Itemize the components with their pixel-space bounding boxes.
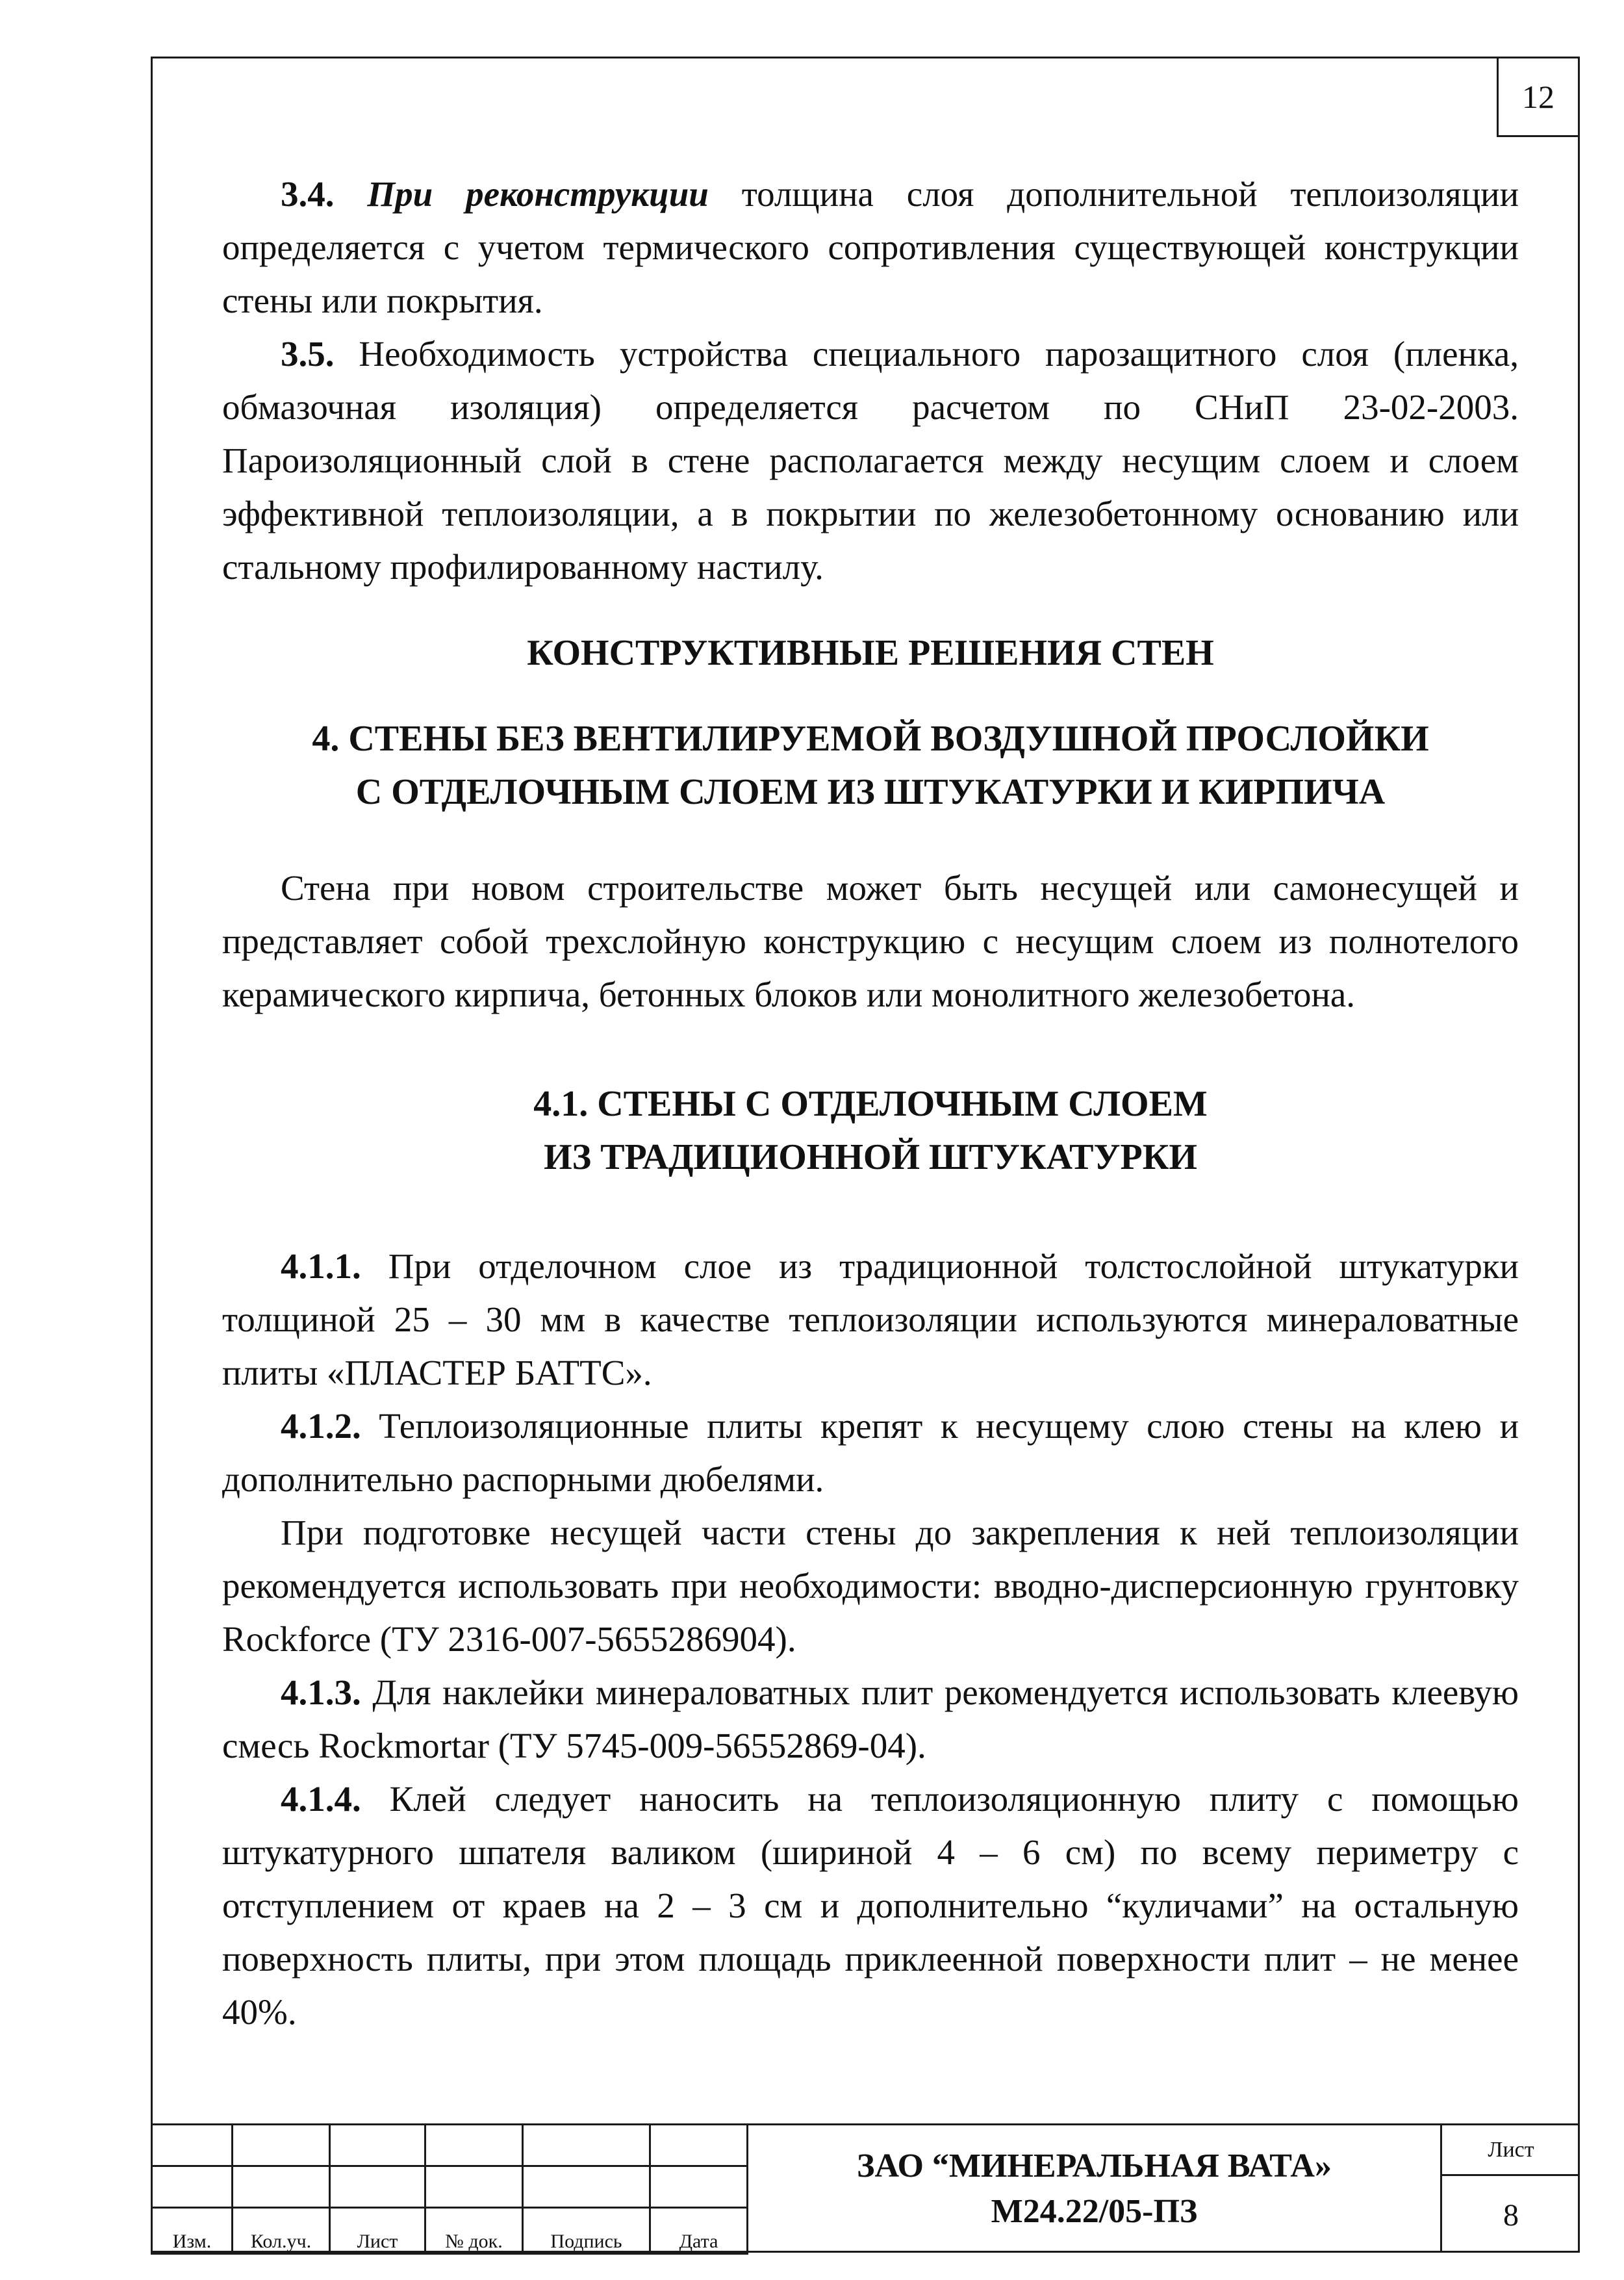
paragraph-4-1-3 (222, 1666, 1519, 1773)
column-label: Подпись (523, 2208, 650, 2254)
sheet-label: Лист (1442, 2125, 1580, 2176)
document-body (222, 168, 1519, 2039)
revision-table (151, 2123, 748, 2255)
paragraph-text: толщина слоя дополнительной теплоизоляции определяется с учетом термического сопротивления существующей конструкции стены или покрытия. (222, 174, 1519, 320)
clause-number: 4.1.1. (281, 1246, 361, 1286)
clause-number: 3.5. (281, 334, 335, 374)
title-block (151, 2123, 1580, 2253)
paragraph-4-1-4 (222, 1773, 1519, 2039)
paragraph-4-1-1 (222, 1240, 1519, 1400)
column-label: Кол.уч. (233, 2208, 330, 2254)
paragraph-3-4 (222, 168, 1519, 327)
clause-number: 3.4. (281, 174, 335, 214)
paragraph-text: Для наклейки минераловатных плит рекомендуется использовать клеевую смесь Rockmortar (ТУ 5745-009-56552869-04). (222, 1672, 1519, 1765)
document-code: М24.22/05-ПЗ (991, 2193, 1198, 2230)
clause-number: 4.1.4. (281, 1779, 361, 1819)
heading-section-4-1-line-1: 4.1. СТЕНЫ С ОТДЕЛОЧНЫМ СЛОЕМ (533, 1084, 1208, 1124)
heading-section-4-1-line-2: ИЗ ТРАДИЦИОННОЙ ШТУКАТУРКИ (544, 1137, 1197, 1177)
paragraph-text: Клей следует наносить на теплоизоляционную плиту с помощью штукатурного шпателя валиком (шириной 4 – 6 см) по всему периметру с отступлением от краев на 2 – 3 см и дополнительно “куличами” на остальную поверхность плиты, при этом площадь приклеенной поверхности плит – не менее 40%. (222, 1779, 1519, 2032)
column-label: Изм. (152, 2208, 233, 2254)
heading-section-4-line-1: 4. СТЕНЫ БЕЗ ВЕНТИЛИРУЕМОЙ ВОЗДУШНОЙ ПРОСЛОЙКИ (312, 719, 1429, 759)
sheet-number: 8 (1503, 2198, 1519, 2233)
sheet-cell (1440, 2123, 1580, 2253)
clause-number: 4.1.3. (281, 1672, 361, 1712)
column-label: № док. (425, 2208, 523, 2254)
paragraph-text: Необходимость устройства специального парозащитного слоя (пленка, обмазочная изоляция) определяется расчетом по СНиП 23-02-2003. Пароизоляционный слой в стене располагается между несущим слоем и слоем эффективной теплоизоляции, а в покрытии по железобетонному основанию или стальному профилированному настилу. (222, 334, 1519, 587)
heading-constructive-solutions: КОНСТРУКТИВНЫЕ РЕШЕНИЯ СТЕН (527, 633, 1214, 673)
paragraph-intro: Стена при новом строительстве может быть несущей или самонесущей и представляет собой трехслойную конструкцию с несущим слоем из полнотелого керамического кирпича, бетонных блоков или монолитного железобетона. (222, 868, 1519, 1014)
organization-block (746, 2123, 1440, 2253)
paragraph-3-5 (222, 327, 1519, 594)
emphasis-text: При реконструкции (367, 174, 709, 214)
page-number: 12 (1497, 57, 1580, 137)
clause-number: 4.1.2. (281, 1406, 361, 1446)
paragraph-4-1-2 (222, 1400, 1519, 1506)
paragraph-text: При отделочном слое из традиционной толстослойной штукатурки толщиной 25 – 30 мм в качестве теплоизоляции используются минераловатные плиты «ПЛАСТЕР БАТТС». (222, 1246, 1519, 1392)
organization-name: ЗАО “МИНЕРАЛЬНАЯ ВАТА» (857, 2147, 1332, 2184)
column-label: Дата (650, 2208, 748, 2254)
paragraph-text: Теплоизоляционные плиты крепят к несущему слою стены на клею и дополнительно распорными дюбелями. (222, 1406, 1519, 1499)
heading-section-4-line-2: С ОТДЕЛОЧНЫМ СЛОЕМ ИЗ ШТУКАТУРКИ И КИРПИЧА (355, 772, 1386, 812)
column-label: Лист (330, 2208, 425, 2254)
paragraph-preparation: При подготовке несущей части стены до закрепления к ней теплоизоляции рекомендуется использовать при необходимости: вводно-дисперсионную грунтовку Rockforce (ТУ 2316-007-5655286904). (222, 1513, 1519, 1659)
